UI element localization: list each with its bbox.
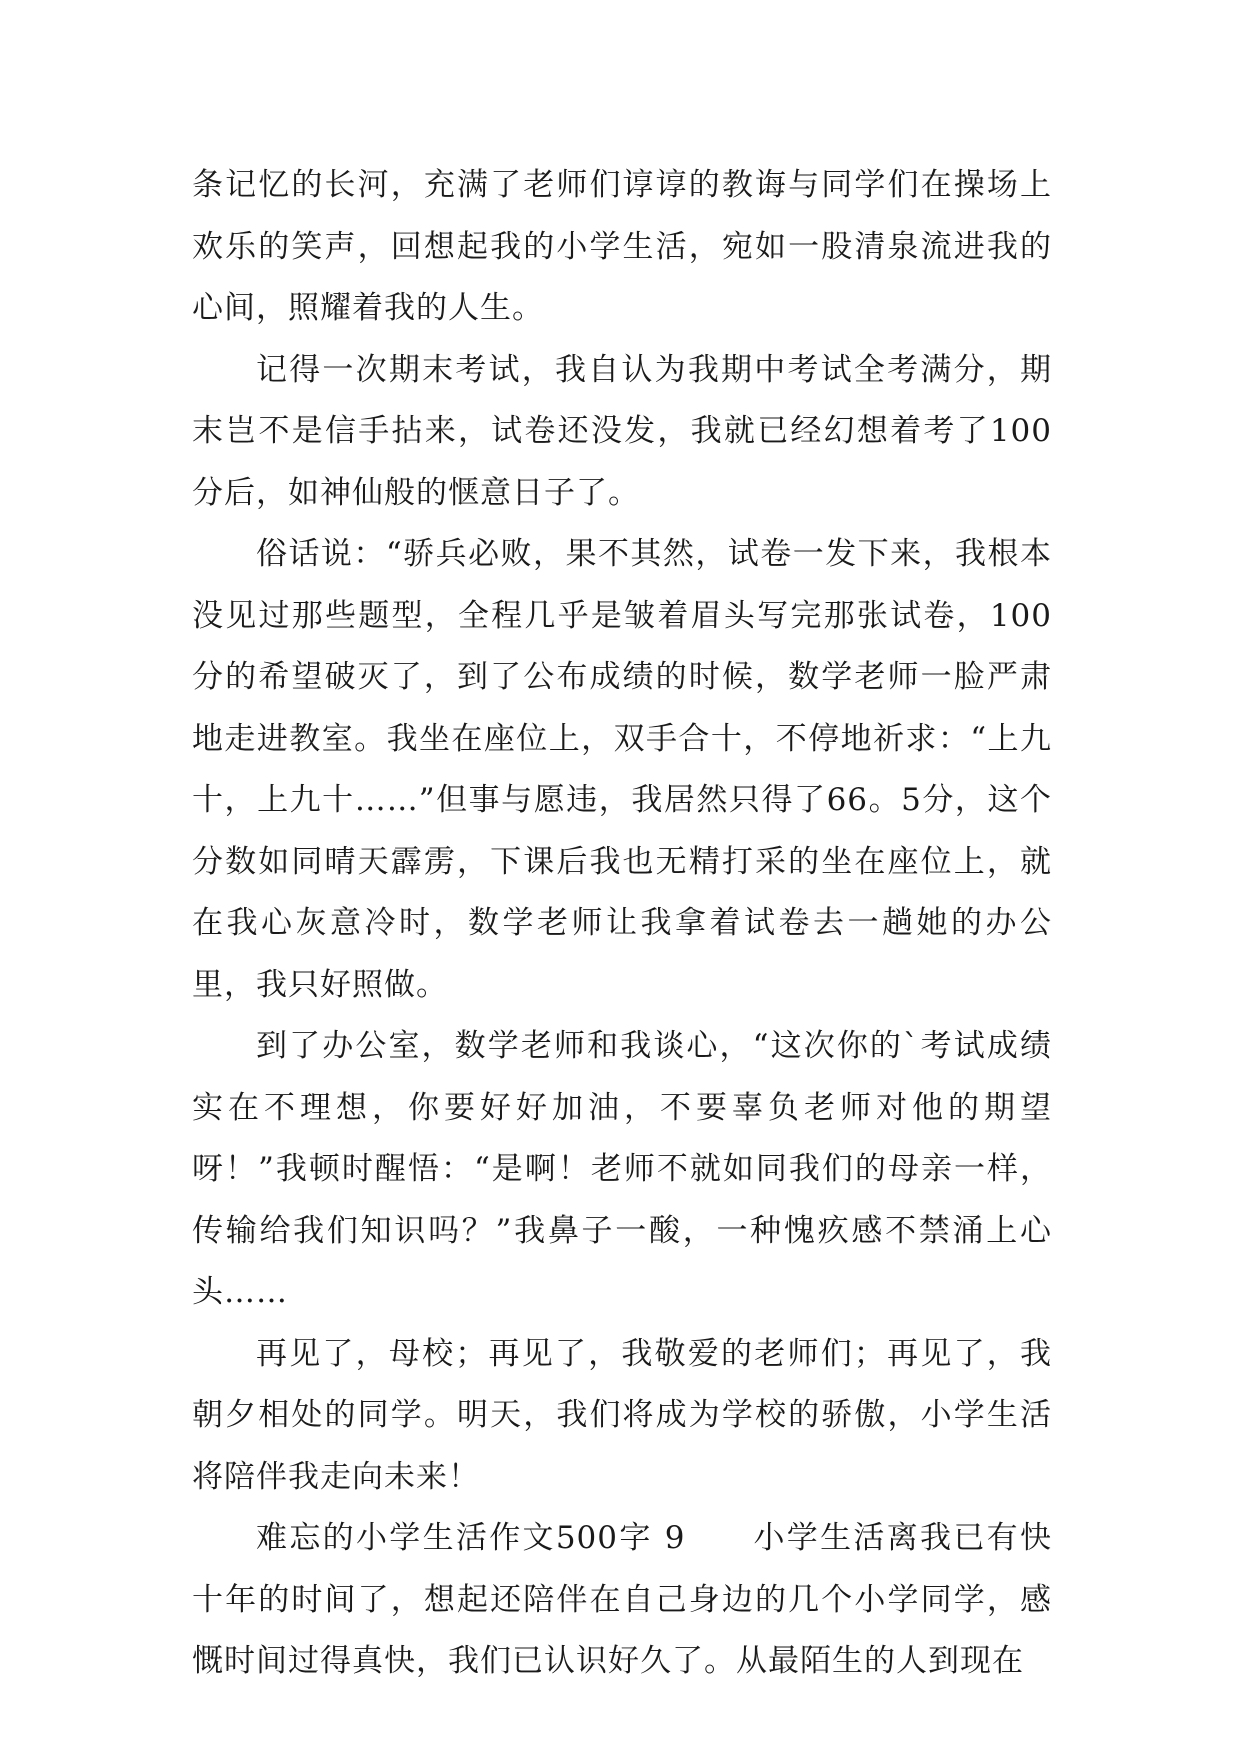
paragraph-4: 到了办公室，数学老师和我谈心，“这次你的`考试成绩实在不理想，你要好好加油，不要辜负老师对他的期望呀！”我顿时醒悟：“是啊！老师不就如同我们的母亲一样，传输给我们知识吗？”我鼻子一酸，一种愧疚感不禁涌上心头…… — [192, 1028, 1052, 1310]
paragraph-3: 俗话说：“骄兵必败，果不其然，试卷一发下来，我根本没见过那些题型，全程几乎是皱着眉头写完那张试卷，100分的希望破灭了，到了公布成绩的时候，数学老师一脸严肃地走进教室。我坐在座位上，双手合十，不停地祈求：“上九十，上九十……”但事与愿违，我居然只得了66。5分，这个分数如同晴天霹雳，下课后我也无精打采的坐在座位上，就在我心灰意冷时，数学老师让我拿着试卷去一趟她的办公里，我只好照做。 — [192, 536, 1052, 1003]
document-body — [192, 155, 1052, 1693]
paragraph-1: 条记忆的长河，充满了老师们谆谆的教诲与同学们在操场上欢乐的笑声，回想起我的小学生活，宛如一股清泉流进我的心间，照耀着我的人生。 — [192, 167, 1052, 326]
paragraph-6: 难忘的小学生活作文500字 9 小学生活离我已有快十年的时间了，想起还陪伴在自己身边的几个小学同学，感慨时间过得真快，我们已认识好久了。从最陌生的人到现在 — [192, 1520, 1052, 1679]
paragraph-5: 再见了，母校；再见了，我敬爱的老师们；再见了，我朝夕相处的同学。明天，我们将成为学校的骄傲，小学生活将陪伴我走向未来！ — [192, 1335, 1052, 1495]
paragraph-2: 记得一次期末考试，我自认为我期中考试全考满分，期末岂不是信手拈来，试卷还没发，我就已经幻想着考了100分后，如神仙般的惬意日子了。 — [192, 351, 1052, 511]
